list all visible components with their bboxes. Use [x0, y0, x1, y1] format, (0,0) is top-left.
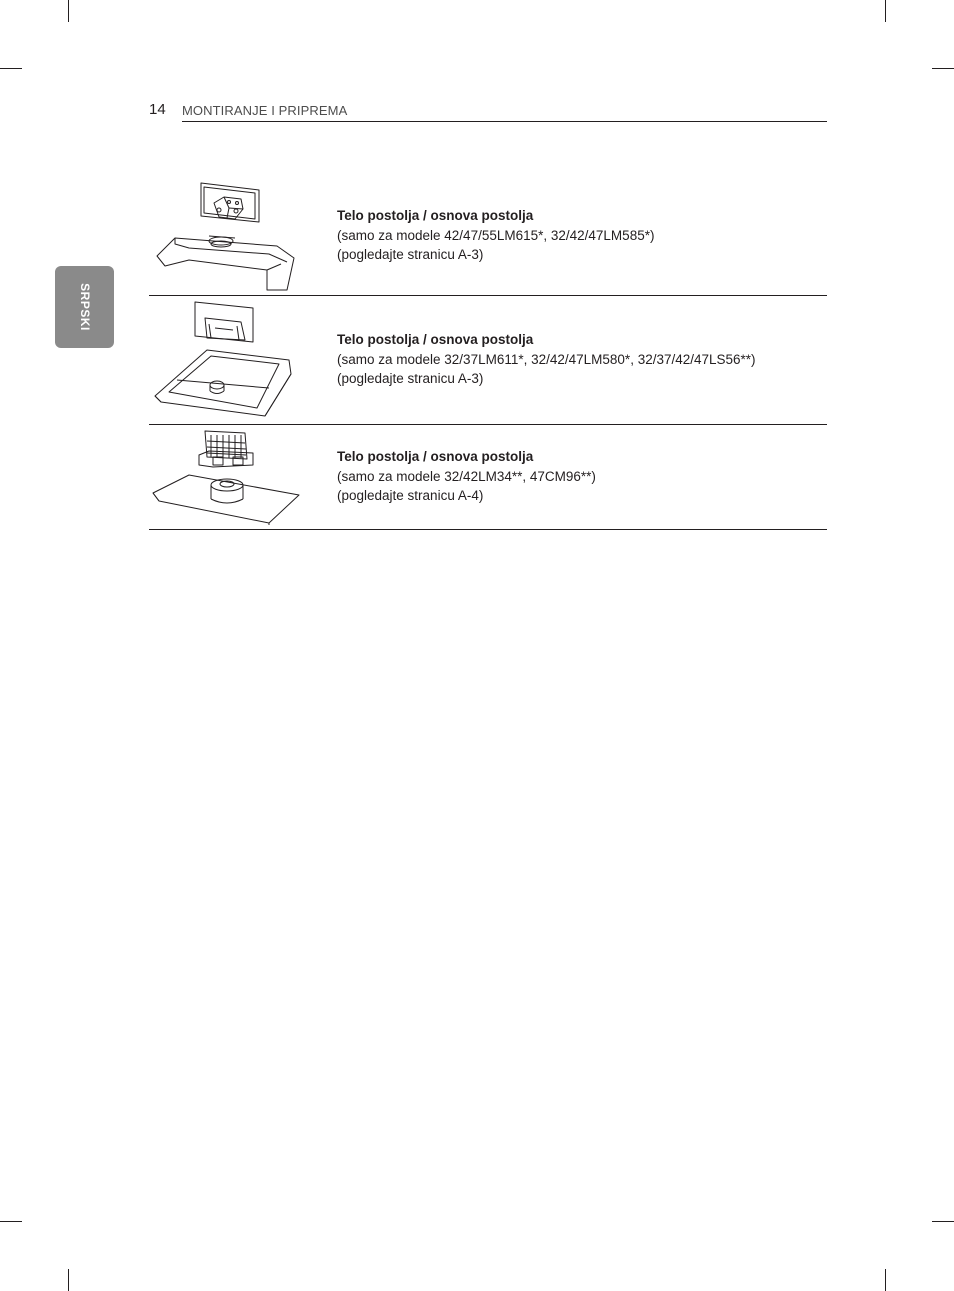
item-title: Telo postolja / osnova postolja	[337, 208, 534, 223]
page-header	[149, 100, 827, 122]
crop-mark	[932, 1221, 954, 1222]
crop-mark	[0, 68, 22, 69]
header-rule	[182, 121, 827, 122]
crop-mark	[885, 1269, 886, 1291]
item-title: Telo postolja / osnova postolja	[337, 332, 534, 347]
item-row	[149, 178, 827, 296]
item-reference: (pogledajte stranicu A-3)	[337, 371, 484, 386]
item-models: (samo za modele 32/42LM34**, 47CM96**)	[337, 468, 596, 484]
stand-illustration-1	[149, 178, 309, 294]
item-description	[337, 330, 756, 389]
stand-illustration-2	[149, 296, 309, 422]
page-number: 14	[149, 101, 166, 118]
item-models: (samo za modele 42/47/55LM615*, 32/42/47LM585*)	[337, 227, 655, 243]
item-description	[337, 447, 596, 506]
item-reference: (pogledajte stranicu A-3)	[337, 247, 484, 262]
crop-mark	[932, 68, 954, 69]
stand-illustration-3	[149, 425, 309, 529]
row-divider	[149, 529, 827, 530]
language-tab	[55, 266, 114, 348]
item-title: Telo postolja / osnova postolja	[337, 449, 534, 464]
item-description	[337, 206, 654, 265]
item-models: (samo za modele 32/37LM611*, 32/42/47LM580*, 32/37/42/47LS56**)	[337, 351, 756, 367]
crop-mark	[68, 0, 69, 22]
crop-mark	[0, 1221, 22, 1222]
item-reference: (pogledajte stranicu A-4)	[337, 488, 484, 503]
item-row	[149, 296, 827, 425]
item-row	[149, 425, 827, 530]
section-title: MONTIRANJE I PRIPREMA	[182, 103, 348, 118]
crop-mark	[68, 1269, 69, 1291]
crop-mark	[885, 0, 886, 22]
language-tab-label: SRPSKI	[77, 283, 92, 331]
